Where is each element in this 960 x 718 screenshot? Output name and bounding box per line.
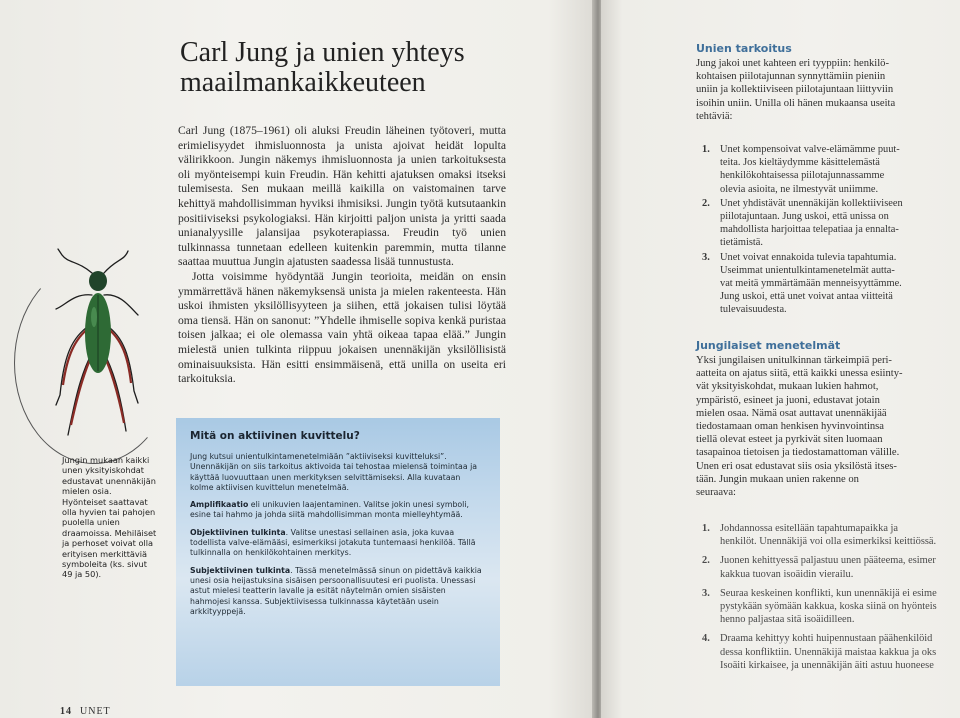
page-folio bbox=[60, 706, 111, 717]
box-item-text: . Valitse unestasi sellainen asia, joka kuvaa todellista valve-elämääsi, esimerkiksi jotakuta tuntemaasi henkilöä. Tällä tulkinnalla on henkilökohtainen merkitys. bbox=[190, 527, 476, 558]
text-line: piilotajuntaan. Jung uskoi, että unissa on bbox=[720, 211, 889, 223]
text-line: Draama kehittyy kohti huipennustaan päähenkilöid bbox=[720, 633, 933, 645]
box-item-term: Objektiivinen tulkinta bbox=[190, 527, 286, 537]
dream-structure-list bbox=[702, 522, 937, 673]
methods-text bbox=[696, 354, 903, 499]
running-title: UNET bbox=[80, 706, 111, 717]
image-caption: Jungin mukaan kaikki unen yksityiskohdat edustavat unennäkijän mielen osia. Hyönteiset saattavat olla hyvien tai pahojen puolella unien draamoissa. Mehiläiset ja perhoset voivat olla erityisen merkittäviä symboleita (ks. sivut 49 ja 50). bbox=[62, 455, 157, 580]
text-line: seuraava: bbox=[696, 487, 736, 499]
text-line: Johdannossa esitellään tapahtumapaikka ja bbox=[720, 523, 899, 534]
text-line: Jung jakoi unet kahteen eri tyyppiin: henkilö- bbox=[696, 58, 889, 69]
box-item-term: Subjektiivinen tulkinta bbox=[190, 565, 291, 575]
text-line: kohtaisen piilotajunnan synnyttämiin pieniin bbox=[696, 71, 886, 83]
text-line: dessa konfliktiin. Unennäkijä maistaa kakkua ja oks bbox=[720, 646, 937, 658]
text-line: Isoäiti kirkaisee, ja unennäkijän äiti astuu huoneese bbox=[720, 659, 934, 671]
title-line-1: Carl Jung ja unien yhteys bbox=[180, 37, 465, 68]
text-line: Useimmat unientulkintamenetelmät autta- bbox=[720, 264, 895, 276]
text-line: Unet voivat ennakoida tulevia tapahtumia. bbox=[720, 251, 897, 263]
section-heading-purpose: Unien tarkoitus bbox=[696, 42, 792, 55]
text-line: Unet kompensoivat valve-elämämme puut- bbox=[720, 144, 900, 155]
text-line: Jung uskoi, että unet voivat antaa viitteitä bbox=[720, 291, 893, 303]
list-item bbox=[702, 143, 903, 196]
purpose-list bbox=[702, 143, 903, 318]
text-line: henno paljastaa sitä isoäidilleen. bbox=[720, 614, 855, 626]
text-line: Seuraa keskeinen konflikti, kun unennäkijä ei esime bbox=[720, 587, 937, 599]
list-item bbox=[702, 632, 937, 672]
text-line: pystykään syömään kakkua, koska siinä on hyönteis bbox=[720, 601, 937, 613]
text-line: uniin ja kollektiiviseen piilotajuntaan liittyviin bbox=[696, 84, 894, 96]
text-line: tiedostamaan oman henkisen hyvinvointinsa bbox=[696, 421, 885, 433]
box-item-text: eli unikuvien laajentaminen. Valitse jokin unesi symboli, esine tai hahmo ja johda siitä mahdollisimman monta mielleyhtymää. bbox=[190, 500, 469, 520]
right-page bbox=[601, 0, 960, 718]
text-line: Unen eri osat edustavat siis osia yksilöstä itses- bbox=[696, 460, 897, 472]
text-line: tulevaisuudesta. bbox=[720, 304, 787, 316]
text-line: tiellä olevat esteet ja pyrkivät siten luomaan bbox=[696, 434, 883, 446]
box-intro: Jung kutsui unientulkintamenetelmiään ”aktiiviseksi kuvitteluksi”. Unennäkijän on siis tarkoitus aktivoida tai tehostaa mielensä toimintaa ja käyttää luovuuttaan unen merkityksen selvittämiseksi. Alla kuvataan kolme aktiivisen kuvittelun menetelmää. bbox=[190, 452, 478, 492]
box-item-text: . Tässä menetelmässä sinun on pidettävä kaikkia unesi osia heijastuksina sisäisen persoonallisuutesi eri puolista. Unessasi astut mielesi teatterin lavalle ja esität näytelmän omien sisäisten hahmojesi kanssa. Subjektiivisessa tulkinnassa käytetään usein arkkityyppejä. bbox=[190, 565, 482, 616]
paragraph-2: Jotta voisimme hyödyntää Jungin teorioita, meidän on ensin ymmärrettävä hänen näkemyksensä unista ja mielen rakenteesta. Hän uskoi ihmisten yksilöllisyyteen ja siihen, että jokaisen tulisi löytää oma tiensä. Hän on sanonut: ”Yhdelle ihmiselle sopiva kenkä puristaa toisen jalkaa; ei ole olemassa vain yhtä oikeaa tapaa elää.” Jungin mielestä unien tulkinta riippuu jokaisen unennäkijän yksilöllisistä ominaisuuksista. Hän esitti ensimmäisenä, että unilla on useita eri tarkoituksia. bbox=[178, 269, 506, 386]
text-line: teita. Jos kieltäydymme käsittelemästä bbox=[720, 157, 880, 169]
page-title bbox=[180, 38, 560, 98]
text-line: Yksi jungilaisen unitulkinnan tärkeimpiä peri- bbox=[696, 355, 892, 366]
text-line: tehtäviä: bbox=[696, 110, 733, 122]
text-line: aatteita on ajatus siitä, että kaikki unessa esiinty- bbox=[696, 368, 903, 380]
text-line: tasapainoa tietoisen ja tiedostamattoman välille. bbox=[696, 447, 900, 459]
list-item bbox=[702, 251, 903, 317]
text-line: vat meitä ymmärtämään menneisyyttämme. bbox=[720, 278, 902, 290]
text-line: olevia asioita, ne ilmestyvät uniimme. bbox=[720, 183, 879, 195]
text-line: mielen osaa. Nämä osat auttavat unennäkijää bbox=[696, 407, 887, 419]
main-article-text bbox=[178, 124, 506, 387]
box-item-term: Amplifikaatio bbox=[190, 500, 249, 510]
list-number: 2. bbox=[702, 197, 710, 209]
title-line-2: maailmankaikkeuteen bbox=[180, 67, 426, 98]
text-line: Juonen kehittyessä paljastuu unen pääteema, esimer bbox=[720, 555, 936, 567]
text-line: tietämistä. bbox=[720, 237, 763, 249]
text-line: isoihin uniin. Unilla oli hänen mukaansa useita bbox=[696, 97, 896, 109]
text-line: henkilökohtaisessa piilotajunnassamme bbox=[720, 170, 885, 182]
list-item bbox=[702, 554, 937, 580]
text-line: kakkua tuovan isoäidin vierailu. bbox=[720, 568, 854, 580]
purpose-intro bbox=[696, 57, 895, 123]
list-number: 1. bbox=[702, 523, 710, 534]
active-imagination-box bbox=[176, 418, 500, 686]
list-number: 3. bbox=[702, 251, 710, 263]
text-line: ympäristö, esineet ja juoni, edustavat jotain bbox=[696, 394, 880, 406]
list-number: 1. bbox=[702, 144, 710, 155]
box-item-subjective bbox=[190, 566, 486, 617]
text-line: vät yksityiskohdat, mukaan lukien hahmot, bbox=[696, 381, 879, 393]
text-line: henkilöt. Unennäkijä voi olla esimerkiksi keittiössä. bbox=[720, 536, 937, 548]
box-item-objective bbox=[190, 528, 486, 559]
page-number: 14 bbox=[60, 706, 72, 717]
text-line: tään. Jungin mukaan unien rakenne on bbox=[696, 473, 859, 485]
paragraph-1: Carl Jung (1875–1961) oli aluksi Freudin läheinen työtoveri, mutta erimielisyydet ihmisluonnosta ja unista ajoivat heidät lopulta välirikkoon. Jungin näkemys ihmisluonnosta ja unien tarkoituksesta oli myönteisempi kuin Freudin. Hän kehitti ajatuksen omaksi itseksi tulemisesta. Sen mukaan meillä kaikilla on vaistomainen tarve kehittyä mahdollisimman hyviksi ihmisiksi. Jungin työtä kutsutaankin positiiviseksi psykologiaksi. Hän kirjoitti paljon unista ja yritti saada unianalyysille jalansijaa psykoterapiassa. Freudin työ unien tulkinnassa tunnetaan edelleen kuitenkin paremmin, mutta tilanne saattaa muuttua Jungin ajatusten saadessa lisää tunnustusta. bbox=[178, 124, 506, 269]
section-heading-methods: Jungilaiset menetelmät bbox=[696, 339, 841, 352]
text-line: Unet yhdistävät unennäkijän kollektiiviseen bbox=[720, 197, 903, 209]
list-item bbox=[702, 522, 937, 548]
box-title: Mitä on aktiivinen kuvittelu? bbox=[190, 430, 360, 442]
list-number: 3. bbox=[702, 587, 710, 599]
list-number: 2. bbox=[702, 555, 710, 567]
list-number: 4. bbox=[702, 633, 710, 645]
list-item bbox=[702, 197, 903, 250]
text-line: mahdollista harjoittaa telepatiaa ja ennalta- bbox=[720, 224, 899, 236]
longhorn-beetle-illustration bbox=[38, 245, 158, 440]
box-item-amplification bbox=[190, 500, 486, 521]
list-item bbox=[702, 587, 937, 627]
